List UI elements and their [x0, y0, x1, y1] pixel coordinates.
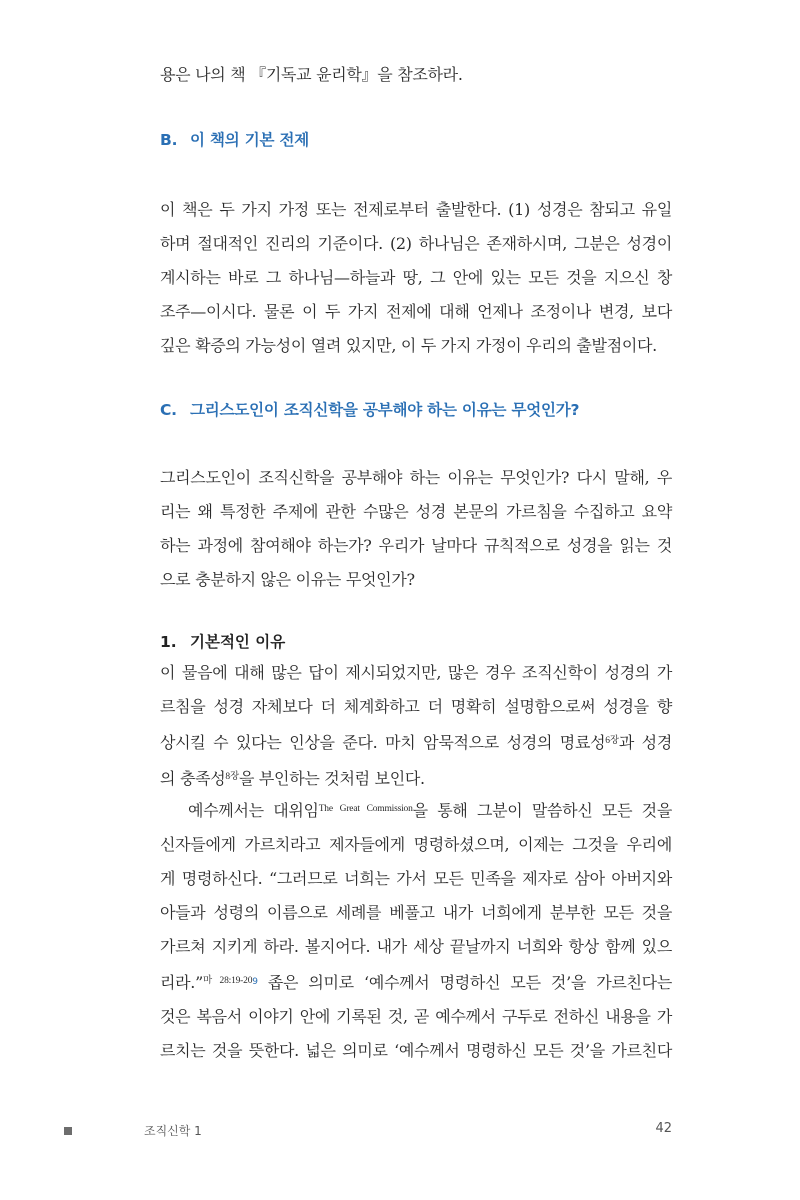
- paragraph-line: 이 물음에 대해 많은 답이 제시되었지만, 많은 경우 조직신학이 성경의 가: [160, 663, 672, 682]
- section-c-letter: C.: [160, 401, 177, 419]
- subsection-1-paragraph-1: [160, 656, 672, 796]
- line-text: 상시킬 수 있다는 인상을 준다. 마치 암묵적으로 성경의 명료성: [160, 733, 606, 752]
- section-b-title: 이 책의 기본 전제: [190, 131, 310, 149]
- line-text: 리라.”: [160, 973, 203, 992]
- line-text: 을 통해 그분이 말씀하신 모든 것을: [412, 801, 672, 820]
- intro-continuation: [160, 58, 672, 92]
- paragraph-line: 르침을 성경 자체보다 더 체계화하고 더 명확히 설명함으로써 성경을 향: [160, 697, 672, 716]
- paragraph-line: 조주—이시다. 물론 이 두 가지 전제에 대해 언제나 조정이나 변경, 보다: [160, 302, 672, 321]
- chapter-ref-superscript: 6장: [605, 736, 619, 746]
- line-text: 의 충족성: [160, 769, 226, 788]
- section-b-heading: [160, 128, 309, 150]
- footnote-marker[interactable]: 9: [252, 977, 258, 987]
- section-c-title: 그리스도인이 조직신학을 공부해야 하는 이유는 무엇인가?: [190, 401, 580, 419]
- section-b-letter: B.: [160, 131, 178, 149]
- paragraph-line: 리는 왜 특정한 주제에 관한 수많은 성경 본문의 가르침을 수집하고 요약: [160, 502, 672, 521]
- intro-line: 용은 나의 책 『기독교 윤리학』을 참조하라.: [160, 65, 463, 84]
- footer-square-icon: [64, 1127, 72, 1135]
- paragraph-line: 하는 과정에 참여해야 하는가? 우리가 날마다 규칙적으로 성경을 읽는 것: [160, 536, 672, 555]
- paragraph-line: 것은 복음서 이야기 안에 기록된 것, 곧 예수께서 구두로 전하신 내용을 가: [160, 1007, 672, 1026]
- line-text: 과 성경: [618, 733, 672, 752]
- section-c-heading: [160, 398, 579, 420]
- line-text: 예수께서는 대위임: [188, 801, 319, 820]
- paragraph-line: 하며 절대적인 진리의 기준이다. (2) 하나님은 존재하시며, 그분은 성경이: [160, 234, 672, 253]
- paragraph-line: 계시하는 바로 그 하나님—하늘과 땅, 그 안에 있는 모든 것을 지으신 창: [160, 268, 672, 287]
- english-term-superscript: The Great Commission: [318, 804, 413, 814]
- paragraph-line: 깊은 확증의 가능성이 열려 있지만, 이 두 가지 가정이 우리의 출발점이다.: [160, 336, 657, 355]
- chapter-ref-superscript: 8장: [225, 772, 239, 782]
- subsection-1-title: 기본적인 이유: [190, 633, 286, 651]
- paragraph-line: [160, 724, 672, 760]
- paragraph-line: [160, 792, 672, 828]
- section-b-paragraph: [160, 193, 672, 363]
- scripture-ref-superscript: 마 28:19-20: [202, 976, 253, 986]
- paragraph-line: 신자들에게 가르치라고 제자들에게 명령하셨으며, 이제는 그것을 우리에: [160, 835, 672, 854]
- footer-page-number: 42: [655, 1121, 672, 1136]
- footer-book-title: 조직신학 1: [144, 1124, 202, 1138]
- line-text: 좁은 의미로 ‘예수께서 명령하신 모든 것’을 가르친다는: [257, 973, 672, 992]
- paragraph-line: [160, 964, 672, 1000]
- paragraph-line: 게 명령하신다. “그러므로 너희는 가서 모든 민족을 제자로 삼아 아버지와: [160, 869, 672, 888]
- section-c-paragraph: [160, 461, 672, 597]
- paragraph-line: 으로 충분하지 않은 이유는 무엇인가?: [160, 570, 415, 589]
- paragraph-line: 가르쳐 지키게 하라. 볼지어다. 내가 세상 끝날까지 너희와 항상 함께 있으: [160, 937, 672, 956]
- paragraph-line: 그리스도인이 조직신학을 공부해야 하는 이유는 무엇인가? 다시 말해, 우: [160, 468, 672, 487]
- line-text: 을 부인하는 것처럼 보인다.: [238, 769, 425, 788]
- paragraph-line: 이 책은 두 가지 가정 또는 전제로부터 출발한다. (1) 성경은 참되고 유일: [160, 200, 672, 219]
- paragraph-line: 아들과 성령의 이름으로 세례를 베풀고 내가 너희에게 분부한 모든 것을: [160, 903, 672, 922]
- subsection-1-heading: [160, 630, 285, 652]
- subsection-1-paragraph-2: [160, 792, 672, 1068]
- paragraph-line: [160, 760, 672, 796]
- paragraph-line: 르치는 것을 뜻한다. 넓은 의미로 ‘예수께서 명령하신 모든 것’을 가르친다: [160, 1041, 672, 1060]
- subsection-1-number: 1.: [160, 633, 177, 651]
